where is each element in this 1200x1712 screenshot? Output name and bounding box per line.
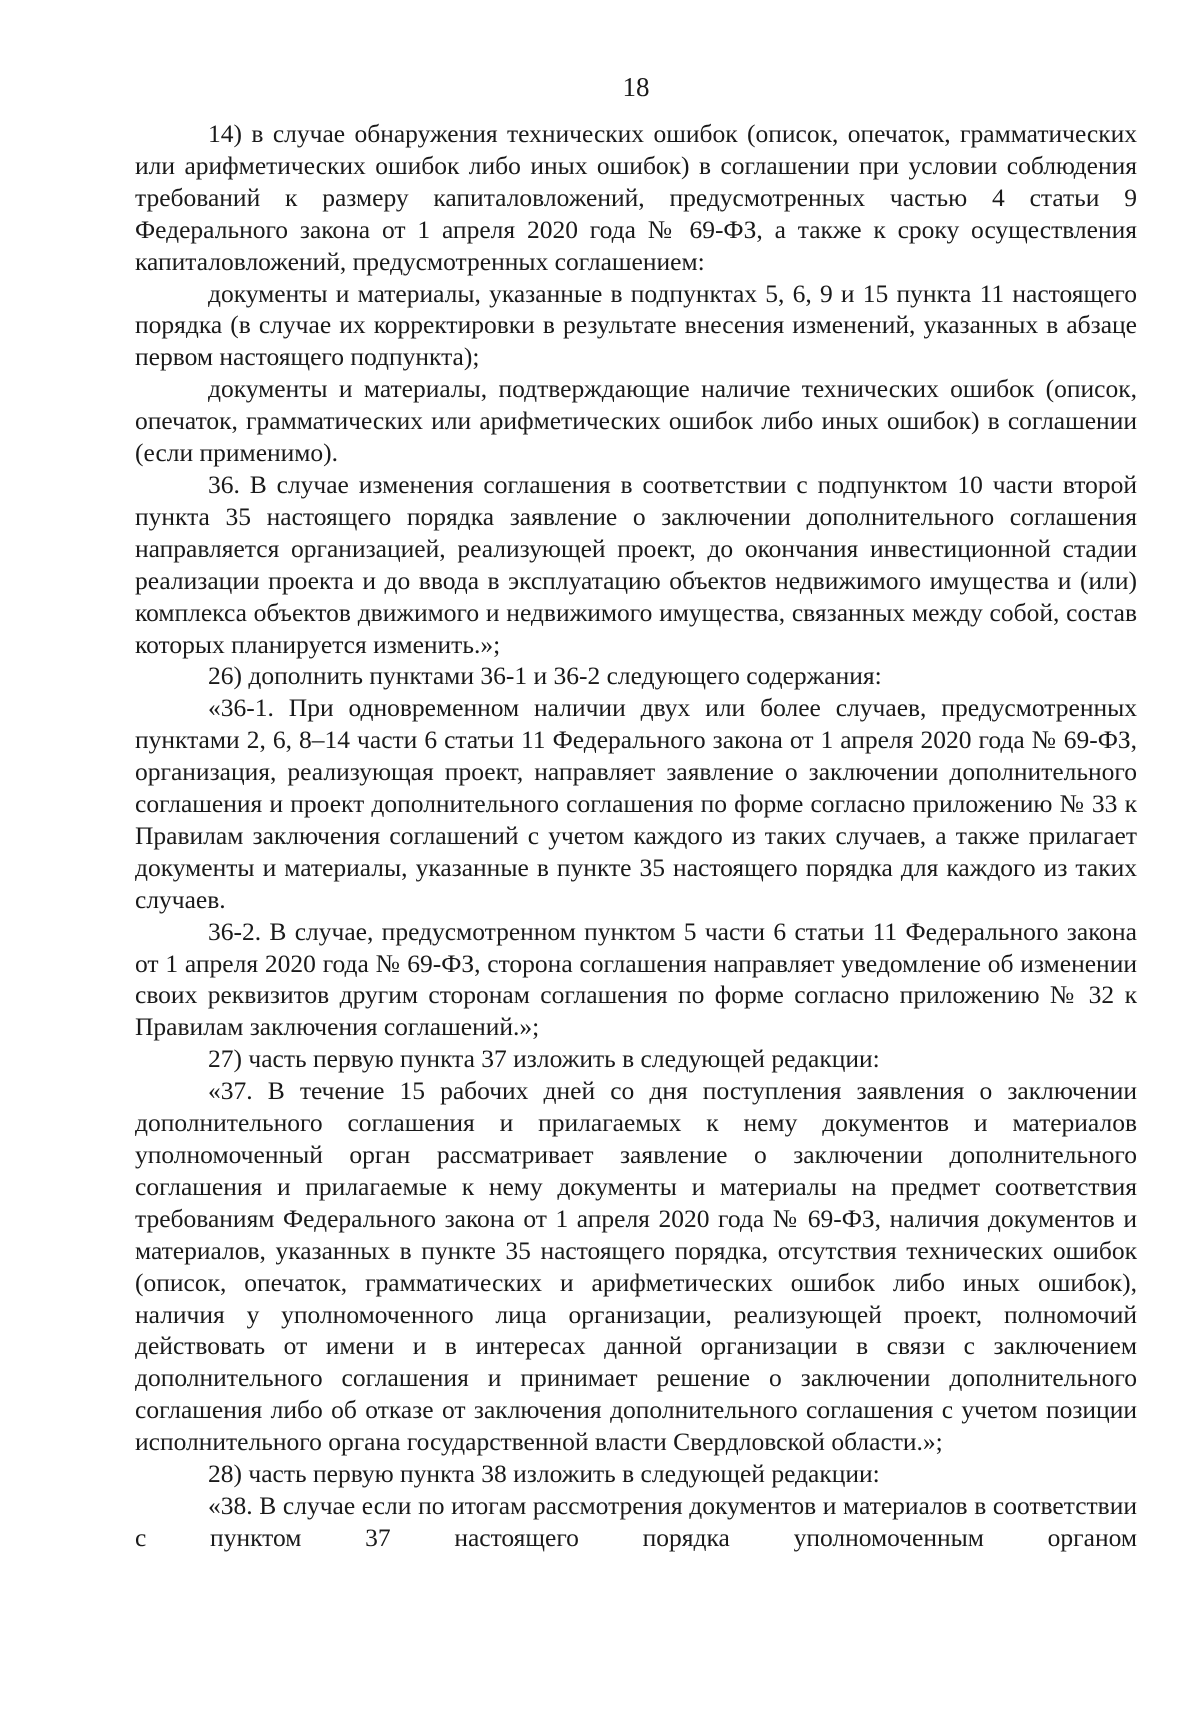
paragraph-38: «38. В случае если по итогам рассмотрения документов и материалов в соответствии с пунктом 37 настоящего порядка уполномоченным органом [135, 1490, 1137, 1552]
paragraph-28-amendment: 28) часть первую пункта 38 изложить в следующей редакции: [208, 1459, 880, 1489]
paragraph-36-1: «36-1. При одновременном наличии двух или более случаев, предусмотренных пунктами 2, 6, 8–14 части 6 статьи 11 Федерального закона от 1 апреля 2020 года № 69-ФЗ, организация, реализующая проект, направляет заявление о заключении дополнительного соглашения и проект дополнительного соглашения по форме согласно приложению № 33 к Правилам заключения соглашений с учетом каждого из таких случаев, а также прилагает документы и материалы, указанные в пункте 35 настоящего порядка для каждого из таких случаев. [135, 693, 1137, 914]
paragraph-36: 36. В случае изменения соглашения в соответствии с подпунктом 10 части второй пункта 35 настоящего порядка заявление о заключении дополнительного соглашения направляется организацией, реализующей проект, до окончания инвестиционной стадии реализации проекта и до ввода в эксплуатацию объектов недвижимого имущества и (или) комплекса объектов движимого и недвижимого имущества, связанных между собой, состав которых планируется изменить.»; [135, 469, 1137, 659]
paragraph-27-amendment: 27) часть первую пункта 37 изложить в следующей редакции: [208, 1044, 880, 1074]
document-body [135, 118, 1137, 1554]
paragraph-37: «37. В течение 15 рабочих дней со дня поступления заявления о заключении дополнительного соглашения и прилагаемых к нему документов и материалов уполномоченный орган рассматривает заявление о заключении дополнительного соглашения и прилагаемые к нему документы и материалы на предмет соответствия требованиям Федерального закона от 1 апреля 2020 года № 69-ФЗ, наличия документов и материалов, указанных в пункте 35 настоящего порядка, отсутствия технических ошибок (описок, опечаток, грамматических и арифметических ошибок либо иных ошибок), наличия у уполномоченного лица организации, реализующей проект, полномочий действовать от имени и в интересах данной организации в связи с заключением дополнительного соглашения и принимает решение о заключении дополнительного соглашения либо об отказе от заключения дополнительного соглашения с учетом позиции исполнительного органа государственной власти Свердловской области.»; [135, 1076, 1137, 1457]
paragraph-36-2: 36-2. В случае, предусмотренном пунктом 5 части 6 статьи 11 Федерального закона от 1 апреля 2020 года № 69-ФЗ, сторона соглашения направляет уведомление об изменении своих реквизитов другим сторонам соглашения по форме согласно приложению № 32 к Правилам заключения соглашений.»; [135, 916, 1137, 1042]
paragraph-documents-confirming-errors: документы и материалы, подтверждающие наличие технических ошибок (описок, опечаток, грамматических или арифметических ошибок либо иных ошибок) в соглашении (если применимо). [135, 374, 1137, 468]
paragraph-26-amendment: 26) дополнить пунктами 36-1 и 36-2 следующего содержания: [208, 661, 882, 691]
paragraph-14-technical-errors: 14) в случае обнаружения технических ошибок (описок, опечаток, грамматических или арифметических ошибок либо иных ошибок) в соглашении при условии соблюдения требований к размеру капиталовложений, предусмотренных частью 4 статьи 9 Федерального закона от 1 апреля 2020 года № 69-ФЗ, а также к сроку осуществления капиталовложений, предусмотренных соглашением: [135, 119, 1137, 276]
paragraph-documents-subitems: документы и материалы, указанные в подпунктах 5, 6, 9 и 15 пункта 11 настоящего порядка (в случае их корректировки в результате внесения изменений, указанных в абзаце первом настоящего подпункта); [135, 278, 1137, 372]
page-number: 18 [622, 72, 650, 102]
